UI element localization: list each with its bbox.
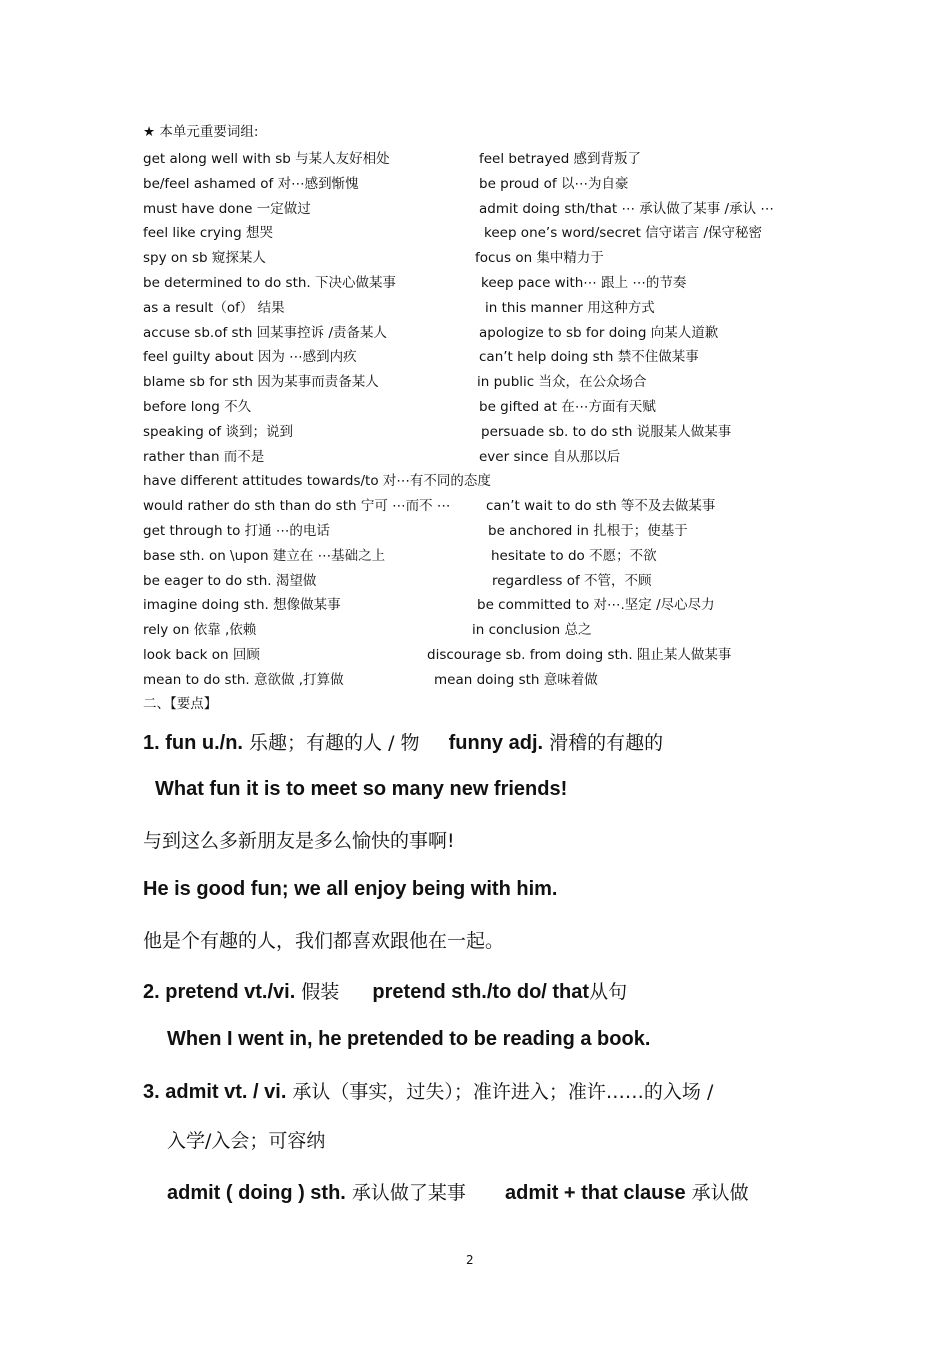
phrase-row xyxy=(0,593,950,617)
phrase-row xyxy=(0,469,950,493)
phrase-row xyxy=(0,221,950,245)
phrase-left: rely on 依靠 ,依赖 xyxy=(143,622,257,639)
phrase-row xyxy=(0,395,950,419)
phrase-row xyxy=(0,246,950,270)
phrase-left: accuse sb.of sth 回某事控诉 /责备某人 xyxy=(143,324,388,341)
point-1-heading xyxy=(143,728,663,755)
phrase-row xyxy=(0,271,950,295)
point-1-related-word: funny adj. xyxy=(448,732,544,754)
phrase-row xyxy=(0,643,950,667)
point-1-word: 1. fun u./n. xyxy=(143,732,243,754)
phrase-right: be anchored in 扎根于；使基于 xyxy=(488,523,688,539)
phrase-right: apologize to sb for doing 向某人道歉 xyxy=(479,324,719,341)
point-3-meaning-continued: 入学/入会；可容纳 xyxy=(167,1130,326,1152)
phrase-right: keep pace with⋯ 跟上 ⋯的节奏 xyxy=(481,275,687,291)
phrase-row xyxy=(0,370,950,394)
page-number: 2 xyxy=(466,1253,474,1267)
phrase-left: as a result（of） 结果 xyxy=(143,299,285,316)
phrase-right: admit doing sth/that ⋯ 承认做了某事 /承认 ⋯ xyxy=(479,200,774,217)
phrase-row xyxy=(0,519,950,543)
phrase-row xyxy=(0,172,950,196)
phrase-left: before long 不久 xyxy=(143,399,252,415)
phrase-right: be gifted at 在⋯方面有天赋 xyxy=(479,399,656,415)
phrase-row xyxy=(0,147,950,171)
phrase-row xyxy=(0,445,950,469)
point-3-usage-1: admit ( doing ) sth. xyxy=(167,1182,346,1204)
phrase-row xyxy=(0,296,950,320)
phrase-row xyxy=(0,544,950,568)
point-1-example-1-translation: 与到这么多新朋友是多么愉快的事啊! xyxy=(143,830,455,852)
phrase-left: base sth. on \upon 建立在 ⋯基础之上 xyxy=(143,547,386,564)
phrase-left: be eager to do sth. 渴望做 xyxy=(143,572,317,589)
phrase-row xyxy=(0,345,950,369)
phrase-right: focus on 集中精力于 xyxy=(475,250,604,267)
phrase-left: feel guilty about 因为 ⋯感到内疚 xyxy=(143,349,357,366)
point-1-example-1: What fun it is to meet so many new friends! xyxy=(155,778,568,800)
phrase-right: ever since 自从那以后 xyxy=(479,448,621,465)
point-3-usage-2-meaning: 承认做 xyxy=(685,1182,749,1204)
phrase-right: in conclusion 总之 xyxy=(472,622,592,639)
phrase-right: persuade sb. to do sth 说服某人做某事 xyxy=(481,423,732,440)
point-3-usage-1-meaning: 承认做了某事 xyxy=(345,1182,466,1204)
point-2-example-1: When I went in, he pretended to be reading a book. xyxy=(167,1028,651,1050)
phrase-row xyxy=(0,618,950,642)
phrase-right: discourage sb. from doing sth. 阻止某人做某事 xyxy=(427,647,732,663)
phrase-right: in public 当众，在公众场合 xyxy=(477,374,647,391)
phrase-left: be determined to do sth. 下决心做某事 xyxy=(143,275,397,291)
phrase-right: can’t help doing sth 禁不住做某事 xyxy=(479,349,699,366)
phrase-left: spy on sb 窥探某人 xyxy=(143,250,266,267)
point-2-meaning: 假装 xyxy=(295,981,340,1003)
phrase-right: keep one’s word/secret 信守诺言 /保守秘密 xyxy=(484,225,763,242)
phrase-left: be/feel ashamed of 对⋯感到惭愧 xyxy=(143,175,359,192)
phrase-right: hesitate to do 不愿；不欲 xyxy=(491,547,657,564)
phrase-right: in this manner 用这种方式 xyxy=(485,299,655,316)
phrase-row xyxy=(0,197,950,221)
phrase-left: feel like crying 想哭 xyxy=(143,225,273,242)
phrase-left: look back on 回顾 xyxy=(143,647,260,663)
point-1-meaning: 乐趣；有趣的人 / 物 xyxy=(243,732,420,754)
phrase-left: rather than 而不是 xyxy=(143,448,265,465)
point-1-example-2-translation: 他是个有趣的人，我们都喜欢跟他在一起。 xyxy=(143,930,505,952)
phrase-left: get through to 打通 ⋯的电话 xyxy=(143,523,330,539)
point-2-heading xyxy=(143,977,627,1004)
phrase-right: regardless of 不管，不顾 xyxy=(492,572,652,589)
phrase-row xyxy=(0,321,950,345)
phrase-left: blame sb for sth 因为某事而责备某人 xyxy=(143,374,379,391)
phrase-left: speaking of 谈到；说到 xyxy=(143,423,293,440)
point-1-related-meaning: 滑稽的有趣的 xyxy=(543,732,664,754)
phrase-left: must have done 一定做过 xyxy=(143,200,311,217)
phrase-right: feel betrayed 感到背叛了 xyxy=(479,151,642,167)
phrase-left: would rather do sth than do sth 宁可 ⋯而不 ⋯ xyxy=(143,498,451,515)
phrase-row xyxy=(0,494,950,518)
phrase-left: imagine doing sth. 想像做某事 xyxy=(143,597,341,614)
phrase-row xyxy=(0,420,950,444)
point-2-word: 2. pretend vt./vi. xyxy=(143,981,296,1003)
phrase-left: have different attitudes towards/to 对⋯有不同的态度 xyxy=(143,473,491,490)
point-3-usage-2: admit + that clause xyxy=(505,1182,686,1204)
point-2-usage: pretend sth./to do/ that xyxy=(372,981,590,1003)
phrase-right: can’t wait to do sth 等不及去做某事 xyxy=(486,498,716,515)
point-2-usage-note: 从句 xyxy=(589,981,628,1003)
phrase-right: mean doing sth 意味着做 xyxy=(434,671,598,688)
point-3-meaning: 承认（事实，过失）；准许进入；准许……的入场 / xyxy=(286,1081,714,1103)
phrase-left: get along well with sb 与某人友好相处 xyxy=(143,151,390,167)
phrase-row xyxy=(0,668,950,692)
phrase-right: be committed to 对⋯.坚定 /尽心尽力 xyxy=(477,597,715,614)
section-header: ★ 本单元重要词组: xyxy=(143,124,259,140)
phrase-row xyxy=(0,569,950,593)
point-3-word: 3. admit vt. / vi. xyxy=(143,1081,287,1103)
point-1-example-2: He is good fun; we all enjoy being with him. xyxy=(143,878,558,900)
phrase-right: be proud of 以⋯为自豪 xyxy=(479,175,629,192)
phrase-left: mean to do sth. 意欲做 ,打算做 xyxy=(143,671,344,688)
point-3-heading xyxy=(143,1077,713,1104)
section-2-title: 二、【要点】 xyxy=(143,696,218,712)
point-3-usage xyxy=(167,1178,749,1205)
